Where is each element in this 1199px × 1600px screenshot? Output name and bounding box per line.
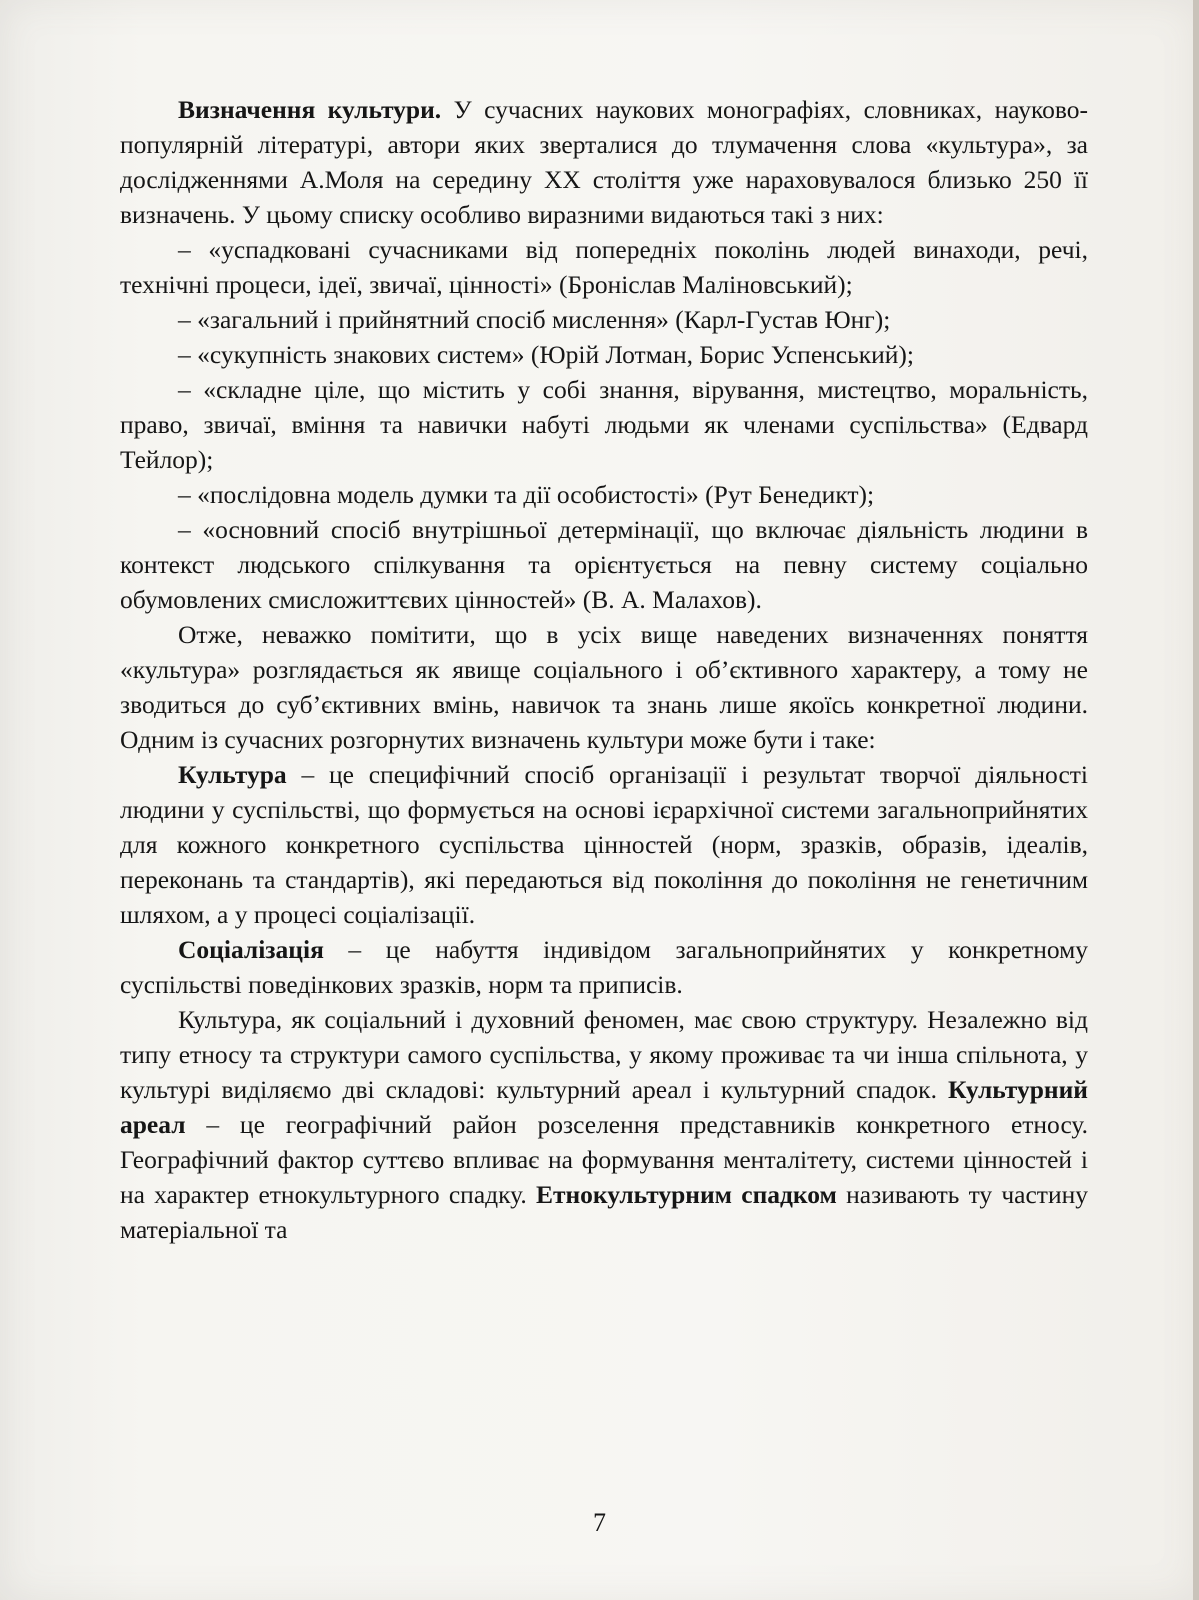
paragraph-text: У сучасних наукових монографіях, словниках, науково-популярній літературі, автори яких зверталися до тлумачення слова «культура», за дослідженнями А.Моля на середину ХХ століття уже нараховувалося близько 250 її визначень. У цьому списку особливо виразними видаються такі з них:	[120, 95, 1088, 229]
paragraph-culture-term	[120, 757, 1088, 932]
bold-term: Культура	[178, 760, 287, 789]
bold-term: Визначення культури.	[178, 95, 442, 124]
bold-term: Культурний ареал	[120, 1075, 1088, 1139]
bold-term: Соціалізація	[178, 935, 324, 964]
paragraph-conclusion: Отже, неважко помітити, що в усіх вище наведених визначеннях поняття «культура» розглядається як явище соціального і об’єктивного характеру, а тому не зводиться до суб’єктивних вмінь, навичок та знань лише якоїсь конкретної людини. Одним із сучасних розгорнутих визначень культури може бути і таке:	[120, 620, 1088, 754]
paragraph-text: – це специфічний спосіб організації і результат творчої діяльності людини у суспільстві, що формується на основі ієрархічної системи загальноприйнятих для кожного конкретного суспільства цінностей (норм, зразків, образів, ідеалів, переконань та стандартів), які передаються від покоління до покоління не генетичним шляхом, а у процесі соціалізації.	[120, 760, 1088, 929]
paragraph-culture-definition-intro	[120, 92, 1088, 232]
paragraph-text: – це набуття індивідом загальноприйнятих у конкретному суспільстві поведінкових зразків, норм та приписів.	[120, 935, 1088, 999]
paragraph-text: називають ту частину матеріальної та	[120, 1180, 1088, 1244]
definition-item: – «успадковані сучасниками від попередніх поколінь людей винаходи, речі, технічні процеси, ідеї, звичаї, цінності» (Броніслав Маліновський);	[120, 235, 1088, 299]
page-number: 7	[593, 1508, 606, 1537]
page-body-text	[120, 92, 1088, 1247]
definition-item: – «послідовна модель думки та дії особистості» (Рут Бенедикт);	[178, 480, 875, 509]
definition-item: – «сукупність знакових систем» (Юрій Лотман, Борис Успенський);	[178, 340, 914, 369]
paragraph-culture-structure	[120, 1002, 1088, 1247]
paragraph-text: Культура, як соціальний і духовний феномен, має свою структуру. Незалежно від типу етносу та структури самого суспільства, у якому проживає та чи інша спільнота, у культурі виділяємо дві складові: культурний ареал і культурний спадок.	[120, 1005, 1088, 1104]
bold-term: Етнокультурним спадком	[535, 1180, 837, 1209]
paragraph-text: – це географічний район розселення представників конкретного етносу. Географічний фактор суттєво впливає на формування менталітету, системи цінностей і на характер етнокультурного спадку.	[120, 1110, 1088, 1209]
definition-item: – «загальний і прийнятний спосіб мислення» (Карл-Густав Юнг);	[178, 305, 891, 334]
definition-item: – «складне ціле, що містить у собі знання, вірування, мистецтво, моральність, право, звичаї, вміння та навички набуті людьми як членами суспільства» (Едвард Тейлор);	[120, 375, 1088, 474]
paragraph-socialization-term	[120, 932, 1088, 1002]
definition-item: – «основний спосіб внутрішньої детермінації, що включає діяльність людини в контекст людського спілкування та орієнтується на певну систему соціально обумовлених смисложиттєвих цінностей» (В. А. Малахов).	[120, 515, 1088, 614]
